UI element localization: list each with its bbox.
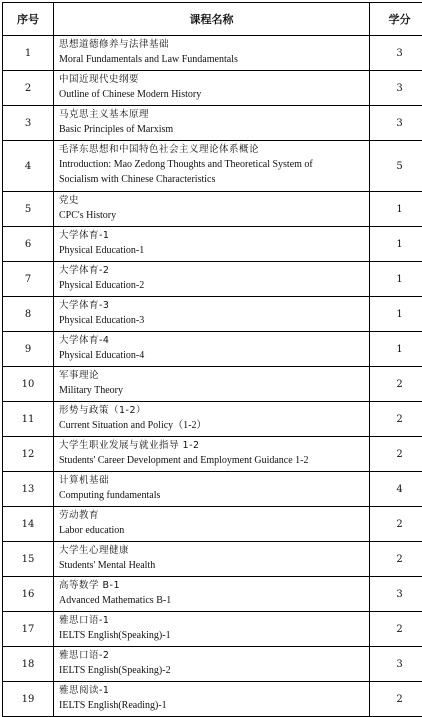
table-row (3, 106, 422, 141)
table-row (3, 367, 422, 402)
header-course-name: 课程名称 (54, 3, 370, 36)
course-name-cell (54, 71, 370, 106)
course-name-en: Physical Education-1 (59, 243, 365, 258)
course-name-cell (54, 106, 370, 141)
header-no: 序号 (3, 3, 54, 36)
course-name-zh: 雅思口语-1 (59, 613, 365, 628)
table-row (3, 71, 422, 106)
credit-value: 1 (370, 227, 422, 262)
credit-value: 4 (370, 472, 422, 507)
course-name-zh: 中国近现代史纲要 (59, 72, 365, 87)
row-number: 18 (3, 647, 54, 682)
table-row (3, 612, 422, 647)
course-name-en: Outline of Chinese Modern History (59, 87, 365, 102)
course-name-cell (54, 141, 370, 192)
credit-value: 2 (370, 402, 422, 437)
table-row (3, 262, 422, 297)
course-name-zh: 大学生心理健康 (59, 543, 365, 558)
row-number: 16 (3, 577, 54, 612)
credit-value: 1 (370, 332, 422, 367)
course-name-en: Basic Principles of Marxism (59, 122, 365, 137)
row-number: 15 (3, 542, 54, 577)
credit-value: 5 (370, 141, 422, 192)
course-name-zh: 大学体育-1 (59, 228, 365, 243)
course-name-en: IELTS English(Reading)-1 (59, 698, 365, 713)
table-row (3, 402, 422, 437)
course-name-zh: 大学体育-3 (59, 298, 365, 313)
credit-value: 2 (370, 612, 422, 647)
row-number: 11 (3, 402, 54, 437)
course-name-en: Computing fundamentals (59, 488, 365, 503)
course-name-zh: 马克思主义基本原理 (59, 107, 365, 122)
header-row (3, 3, 422, 36)
credit-value: 2 (370, 542, 422, 577)
row-number: 12 (3, 437, 54, 472)
course-name-en: Current Situation and Policy（1-2） (59, 418, 365, 433)
course-name-en-line2: Socialism with Chinese Characteristics (59, 172, 365, 187)
row-number: 13 (3, 472, 54, 507)
course-name-zh: 劳动教育 (59, 508, 365, 523)
course-name-zh: 党史 (59, 193, 365, 208)
course-name-en: Physical Education-2 (59, 278, 365, 293)
course-name-zh: 高等数学 B-1 (59, 578, 365, 593)
table-row (3, 472, 422, 507)
credit-value: 1 (370, 262, 422, 297)
table-row (3, 36, 422, 71)
course-name-zh: 雅思阅读-1 (59, 683, 365, 698)
credit-value: 2 (370, 507, 422, 542)
credit-value: 3 (370, 71, 422, 106)
row-number: 9 (3, 332, 54, 367)
course-name-cell (54, 682, 370, 717)
course-name-zh: 毛泽东思想和中国特色社会主义理论体系概论 (59, 142, 365, 157)
table-row (3, 192, 422, 227)
table-row (3, 227, 422, 262)
course-name-en: Students' Career Development and Employment Guidance 1-2 (59, 453, 365, 468)
row-number: 17 (3, 612, 54, 647)
table-row (3, 437, 422, 472)
course-name-en: Students' Mental Health (59, 558, 365, 573)
course-name-en: Advanced Mathematics B-1 (59, 593, 365, 608)
course-name-cell (54, 612, 370, 647)
course-name-zh: 计算机基础 (59, 473, 365, 488)
table-header (3, 3, 422, 36)
course-name-cell (54, 647, 370, 682)
course-name-cell (54, 402, 370, 437)
course-name-en: IELTS English(Speaking)-1 (59, 628, 365, 643)
credit-value: 3 (370, 106, 422, 141)
course-name-en: Moral Fundamentals and Law Fundamentals (59, 52, 365, 67)
row-number: 14 (3, 507, 54, 542)
row-number: 5 (3, 192, 54, 227)
row-number: 6 (3, 227, 54, 262)
credit-value: 2 (370, 437, 422, 472)
course-name-zh: 大学体育-4 (59, 333, 365, 348)
course-name-en: Physical Education-3 (59, 313, 365, 328)
row-number: 19 (3, 682, 54, 717)
row-number: 4 (3, 141, 54, 192)
course-name-cell (54, 437, 370, 472)
course-name-cell (54, 542, 370, 577)
course-name-cell (54, 262, 370, 297)
course-name-zh: 军事理论 (59, 368, 365, 383)
row-number: 2 (3, 71, 54, 106)
course-name-cell (54, 507, 370, 542)
course-name-cell (54, 227, 370, 262)
table-row (3, 297, 422, 332)
credit-value: 2 (370, 682, 422, 717)
table-row (3, 577, 422, 612)
course-name-en: IELTS English(Speaking)-2 (59, 663, 365, 678)
course-name-cell (54, 192, 370, 227)
course-name-zh: 大学生职业发展与就业指导 1-2 (59, 438, 365, 453)
course-name-zh: 大学体育-2 (59, 263, 365, 278)
credit-value: 3 (370, 36, 422, 71)
table-row (3, 507, 422, 542)
course-name-zh: 形势与政策（1-2） (59, 403, 365, 418)
table-row (3, 647, 422, 682)
course-name-en: Physical Education-4 (59, 348, 365, 363)
header-credit: 学分 (370, 3, 422, 36)
table-row (3, 542, 422, 577)
course-name-cell (54, 332, 370, 367)
course-name-en: Military Theory (59, 383, 365, 398)
course-name-cell (54, 472, 370, 507)
table-row (3, 682, 422, 717)
row-number: 10 (3, 367, 54, 402)
course-name-en: Introduction: Mao Zedong Thoughts and Theoretical System of (59, 157, 365, 172)
row-number: 3 (3, 106, 54, 141)
credit-value: 3 (370, 577, 422, 612)
course-name-en: CPC's History (59, 208, 365, 223)
row-number: 1 (3, 36, 54, 71)
course-name-cell (54, 577, 370, 612)
credit-value: 3 (370, 647, 422, 682)
credit-value: 1 (370, 297, 422, 332)
course-table (2, 2, 422, 717)
table-row (3, 141, 422, 192)
course-name-cell (54, 297, 370, 332)
course-name-zh: 雅思口语-2 (59, 648, 365, 663)
credit-value: 2 (370, 367, 422, 402)
table-row (3, 332, 422, 367)
credit-value: 1 (370, 192, 422, 227)
row-number: 8 (3, 297, 54, 332)
row-number: 7 (3, 262, 54, 297)
course-name-cell (54, 36, 370, 71)
course-name-cell (54, 367, 370, 402)
course-name-en: Labor education (59, 523, 365, 538)
table-body (3, 36, 422, 717)
course-name-zh: 思想道德修养与法律基础 (59, 37, 365, 52)
